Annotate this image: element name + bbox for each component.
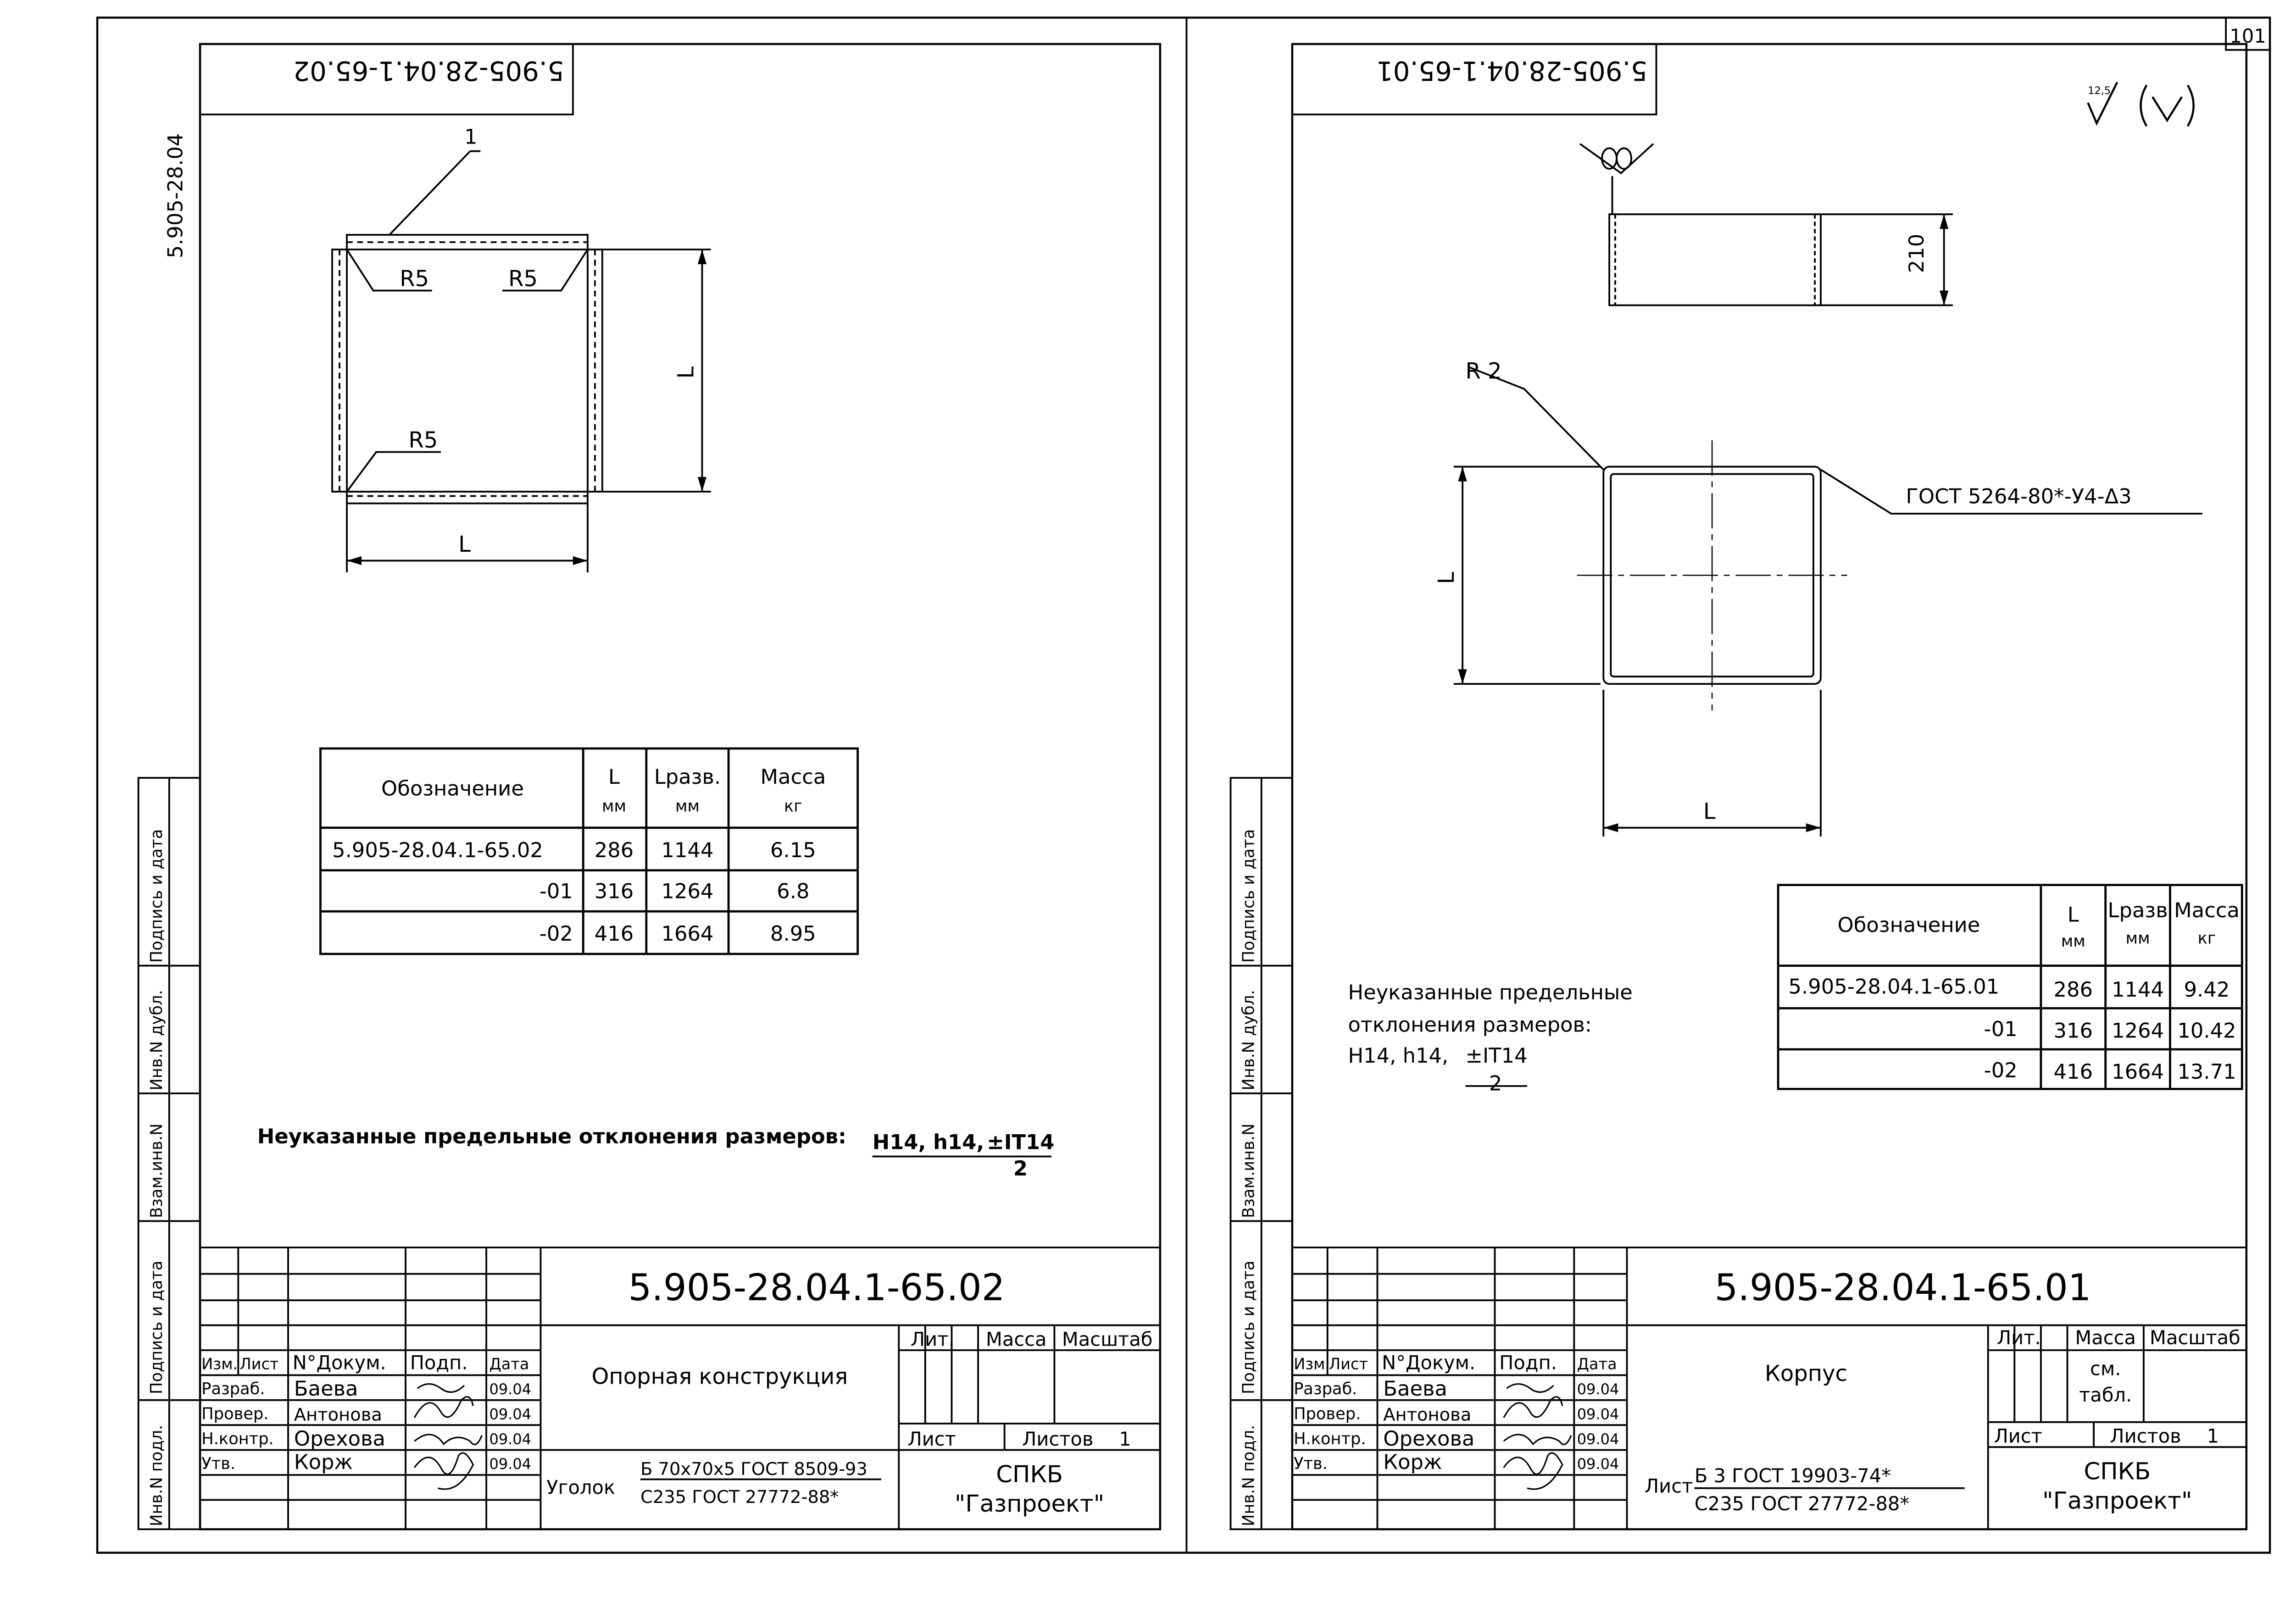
left-cell: 5.905-28.04.1-65.02 — [332, 837, 543, 862]
right-role: Утв. — [1294, 1454, 1328, 1474]
right-revision-headers — [1294, 1352, 1617, 1374]
left-tolerance-denominator: 2 — [1013, 1156, 1028, 1181]
right-th-mass-unit: кг — [2197, 929, 2216, 948]
left-revision-headers — [201, 1352, 529, 1374]
right-sheets-label: Листов — [2110, 1424, 2181, 1447]
right-material-top: Б 3 ГОСТ 19903-74* — [1694, 1464, 1891, 1487]
left-role: Н.контр. — [201, 1429, 274, 1448]
right-hdr-izm: Изм. — [1294, 1355, 1330, 1373]
right-material-label: Лист — [1644, 1474, 1693, 1497]
right-date: 09.04 — [1577, 1405, 1619, 1423]
left-cell: 316 — [594, 879, 634, 903]
right-side-label-dubl: Инв.N дубл. — [1239, 990, 1258, 1091]
right-mass-value-1: см. — [2090, 1357, 2121, 1380]
left-material-label: Уголок — [546, 1476, 616, 1499]
right-role: Провер. — [1294, 1404, 1361, 1424]
right-date: 09.04 — [1577, 1455, 1619, 1473]
right-lit-label: Лит. — [1996, 1326, 2041, 1349]
right-document-name: Корпус — [1764, 1361, 1847, 1387]
left-table-text — [332, 765, 826, 946]
left-role: Утв. — [201, 1454, 236, 1474]
left-sheets-count: 1 — [1119, 1428, 1131, 1450]
left-material-top: Б 70x70x5 ГОСТ 8509-93 — [640, 1459, 867, 1480]
left-material-bottom: С235 ГОСТ 27772-88* — [640, 1486, 839, 1508]
right-dim-label-vertical: L — [1433, 571, 1459, 584]
left-date: 09.04 — [489, 1430, 532, 1448]
right-cell: 9.42 — [2184, 977, 2230, 1002]
right-person: Орехова — [1383, 1426, 1475, 1451]
right-sheet-label: Лист — [1994, 1424, 2042, 1447]
right-th-mass: Масса — [2174, 898, 2240, 922]
left-th-designation: Обозначение — [381, 776, 524, 801]
right-cell: 416 — [2053, 1059, 2093, 1084]
right-hdr-doc: N°Докум. — [1382, 1351, 1476, 1374]
left-tolerance-formula: H14, h14, — [872, 1130, 984, 1154]
right-note-denominator: 2 — [1489, 1071, 1502, 1096]
left-tolerance-text: Неуказанные предельные отклонения размеров: — [257, 1124, 846, 1148]
left-mass-label: Масса — [985, 1328, 1047, 1351]
right-sheets-count: 1 — [2207, 1424, 2219, 1447]
right-cell: 1664 — [2112, 1059, 2164, 1084]
left-side-label-inv-podl: Инв.N подл. — [147, 1424, 166, 1526]
right-cell: 316 — [2053, 1018, 2093, 1043]
right-cell: -02 — [1984, 1058, 2018, 1082]
right-cell: 10.42 — [2177, 1018, 2236, 1043]
left-th-lrazv-unit: мм — [675, 797, 700, 816]
right-scale-label: Масштаб — [2150, 1326, 2241, 1349]
right-th-lrazv-unit: мм — [2125, 929, 2150, 948]
left-radius-label-3: R5 — [408, 427, 438, 453]
right-date: 09.04 — [1577, 1380, 1619, 1398]
left-radius-label-2: R5 — [508, 266, 538, 292]
left-hdr-list: Лист — [239, 1355, 279, 1373]
left-hdr-doc: N°Докум. — [292, 1351, 386, 1374]
right-dim-label-horizontal: L — [1703, 798, 1716, 825]
right-th-lrazv: Lразв — [2107, 898, 2168, 922]
left-role: Разраб. — [201, 1380, 265, 1398]
left-sheet-label: Лист — [907, 1428, 956, 1450]
left-scale-label: Масштаб — [1062, 1328, 1153, 1351]
left-cell: 6.15 — [770, 837, 816, 862]
left-cell: 286 — [594, 837, 634, 862]
left-th-mass: Масса — [760, 764, 826, 789]
right-side-label-podpis-2: Подпись и дата — [1239, 829, 1258, 963]
left-cell: 6.8 — [777, 879, 810, 903]
right-mirrored-code: 5.905-28.04.1-65.01 — [1376, 55, 1648, 86]
left-th-lrazv: Lразв. — [654, 764, 721, 789]
right-mass-value-2: табл. — [2079, 1384, 2132, 1406]
right-cell: 286 — [2053, 977, 2093, 1002]
left-hdr-date: Дата — [489, 1355, 529, 1373]
right-note-numerator: ±IT14 — [1465, 1043, 1528, 1068]
left-hdr-izm: Изм. — [201, 1355, 238, 1373]
right-th-l: L — [2067, 902, 2079, 927]
right-person: Антонова — [1383, 1404, 1472, 1425]
series-stamp: 5.905-28.04 — [163, 133, 188, 259]
right-side-label-podpis-1: Подпись и дата — [1239, 1260, 1258, 1394]
left-date: 09.04 — [489, 1380, 532, 1398]
left-side-label-dubl: Инв.N дубл. — [147, 990, 166, 1091]
right-document-code: 5.905-28.04.1-65.01 — [1714, 1266, 2091, 1309]
left-side-label-vzam: Взам.инв.N — [147, 1123, 166, 1218]
page-number: 101 — [2229, 24, 2266, 47]
left-document-name: Опорная конструкция — [591, 1363, 848, 1390]
left-dim-label-horizontal: L — [458, 532, 471, 558]
right-material-bottom: С235 ГОСТ 27772-88* — [1694, 1492, 1910, 1515]
right-table-text — [1789, 898, 2240, 1084]
right-cell: 1144 — [2112, 977, 2164, 1002]
left-cell: 1264 — [661, 879, 714, 903]
left-mirrored-code: 5.905-28.04.1-65.02 — [293, 55, 564, 86]
left-date: 09.04 — [489, 1455, 532, 1473]
left-person: Орехова — [294, 1426, 385, 1451]
right-hdr-date: Дата — [1577, 1355, 1617, 1373]
roughness-value: 12,5 — [2088, 84, 2111, 97]
right-side-view — [1580, 144, 1953, 305]
left-callout-number: 1 — [464, 124, 478, 149]
right-side-label-inv-podl: Инв.N подл. — [1239, 1424, 1258, 1526]
right-note-formula: H14, h14, — [1348, 1043, 1449, 1068]
left-cell: -01 — [539, 879, 573, 903]
left-cell: -02 — [539, 921, 573, 946]
right-cell: -01 — [1984, 1017, 2018, 1042]
left-role: Провер. — [201, 1404, 269, 1424]
right-mass-label: Масса — [2075, 1326, 2136, 1349]
right-role: Н.контр. — [1294, 1429, 1366, 1448]
left-lit-label: Лит. — [910, 1328, 955, 1351]
left-cell: 1144 — [661, 837, 714, 862]
right-note-line-2: отклонения размеров: — [1348, 1012, 1592, 1037]
right-org-line-2: "Газпроект" — [2042, 1487, 2192, 1515]
left-person: Антонова — [294, 1404, 382, 1425]
left-side-label-podpis-2: Подпись и дата — [147, 829, 166, 963]
right-date: 09.04 — [1577, 1430, 1619, 1448]
dim-210: 210 — [1904, 233, 1929, 273]
left-cell: 1664 — [661, 921, 714, 946]
right-hdr-list: Лист — [1329, 1355, 1368, 1373]
right-side-label-vzam: Взам.инв.N — [1239, 1123, 1258, 1218]
right-note-line-1: Неуказанные предельные — [1348, 980, 1633, 1005]
right-th-designation: Обозначение — [1837, 913, 1980, 937]
left-radius-label-1: R5 — [400, 266, 429, 292]
left-person: Корж — [294, 1450, 353, 1474]
right-role: Разраб. — [1294, 1380, 1357, 1398]
right-th-l-unit: мм — [2061, 932, 2085, 951]
right-cell: 1264 — [2112, 1018, 2164, 1043]
weld-note: ГОСТ 5264-80*-У4-Δ3 — [1906, 484, 2132, 509]
right-person: Корж — [1383, 1450, 1442, 1474]
left-document-code: 5.905-28.04.1-65.02 — [628, 1266, 1005, 1309]
left-org-line-2: "Газпроект" — [954, 1490, 1105, 1518]
right-cell: 13.71 — [2177, 1059, 2236, 1084]
left-dim-label-vertical: L — [673, 366, 699, 379]
right-org-line-1: СПКБ — [2084, 1458, 2151, 1485]
right-front-view — [1454, 367, 2202, 837]
left-th-mass-unit: кг — [784, 797, 802, 816]
left-org-line-1: СПКБ — [996, 1461, 1063, 1488]
left-sheets-label: Листов — [1022, 1428, 1094, 1450]
right-person: Баева — [1383, 1376, 1447, 1401]
left-side-label-podpis-1: Подпись и дата — [147, 1260, 166, 1394]
left-th-l: L — [608, 764, 620, 789]
left-tolerance-numerator: ±IT14 — [987, 1130, 1055, 1154]
left-person: Баева — [294, 1376, 358, 1401]
left-cell: 8.95 — [770, 921, 816, 946]
left-th-l-unit: мм — [601, 797, 627, 816]
left-part-drawing — [332, 151, 711, 572]
left-date: 09.04 — [489, 1405, 532, 1423]
right-cell: 5.905-28.04.1-65.01 — [1788, 974, 2000, 999]
right-radius-label: R 2 — [1465, 358, 1502, 384]
right-hdr-sign: Подп. — [1499, 1351, 1557, 1374]
left-hdr-sign: Подп. — [410, 1351, 468, 1374]
left-cell: 416 — [594, 921, 634, 946]
